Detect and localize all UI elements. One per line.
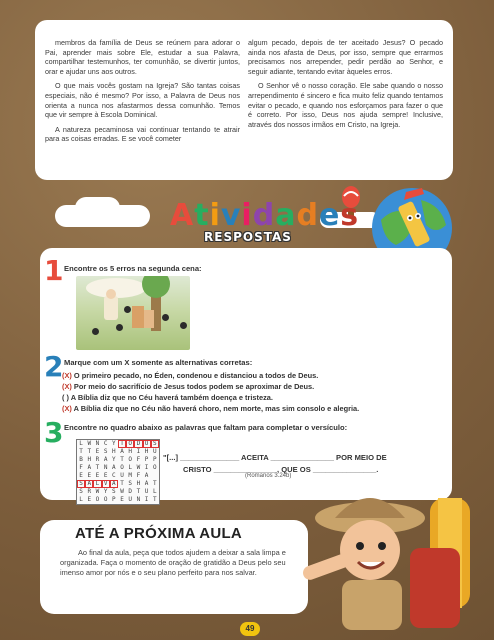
title-letter: s — [340, 198, 360, 233]
grid-cell: H — [144, 448, 149, 455]
title-letter: i — [209, 198, 221, 233]
grid-row — [77, 488, 159, 496]
grid-cell: S — [79, 488, 83, 495]
grid-cell: L — [128, 464, 133, 471]
answer-option — [62, 393, 273, 402]
grid-cell: H — [128, 448, 133, 455]
grid-cell: N — [136, 496, 141, 503]
title-letter: v — [220, 198, 242, 233]
grid-cell: U — [128, 496, 133, 503]
grid-cell: H — [112, 448, 116, 455]
spot-the-difference-image — [76, 276, 190, 350]
text-column-right — [248, 38, 443, 134]
grid-cell: O — [143, 440, 151, 448]
grid-cell: O — [103, 496, 108, 503]
question-text: Marque com um X somente as alternativas corretas: — [64, 358, 253, 367]
grid-cell: W — [95, 488, 100, 495]
grid-cell: C — [112, 472, 116, 479]
cloud-decoration — [75, 197, 120, 219]
grid-cell: W — [87, 440, 92, 447]
grid-cell: P — [144, 456, 149, 463]
answer-option — [62, 371, 318, 380]
option-mark: (X) — [62, 382, 72, 391]
grid-cell: S — [151, 440, 159, 448]
word-search-grid — [76, 439, 160, 505]
answer-option — [62, 404, 359, 413]
grid-cell: T — [79, 448, 83, 455]
grid-cell: D — [134, 440, 142, 448]
title-letter: A — [170, 198, 195, 233]
grid-cell: P — [112, 496, 116, 503]
grid-row — [77, 480, 159, 488]
title-letter: i — [241, 198, 253, 233]
grid-cell: H — [136, 480, 141, 487]
grid-cell: U — [152, 448, 157, 455]
grid-cell: B — [79, 456, 83, 463]
grid-cell: O — [128, 456, 133, 463]
option-text: A Bíblia diz que no Céu não haverá choro, nem morte, mas sim consolo e alegria. — [73, 404, 360, 413]
grid-cell: E — [87, 472, 92, 479]
verse-line: "[...] ______________ ACEITA _______________ POR MEIO DE — [163, 453, 387, 462]
grid-cell: P — [152, 456, 157, 463]
grid-cell: E — [95, 448, 100, 455]
grid-cell: T — [152, 480, 157, 487]
question-text: Encontre os 5 erros na segunda cena: — [64, 264, 202, 273]
grid-cell: F — [136, 456, 141, 463]
grid-cell: V — [102, 480, 110, 488]
difference-marker — [180, 322, 187, 329]
paragraph: A natureza pecaminosa vai continuar tentando te atrair para as coisas erradas. E se você cometer — [45, 124, 240, 144]
grid-cell: R — [87, 488, 92, 495]
scene-illustration — [76, 276, 190, 350]
grid-cell: A — [144, 480, 149, 487]
grid-cell: F — [136, 472, 141, 479]
grid-cell: I — [144, 464, 149, 471]
grid-row — [77, 456, 159, 464]
answer-option — [62, 382, 314, 391]
grid-cell: R — [95, 456, 100, 463]
grid-cell: L — [79, 440, 83, 447]
grid-cell: T — [136, 488, 141, 495]
grid-cell: W — [120, 488, 124, 495]
grid-cell: U — [144, 488, 149, 495]
grid-row — [77, 440, 159, 448]
verse-reference: (Romanos 3.24b) — [245, 473, 292, 479]
grid-cell: S — [128, 480, 133, 487]
title-letter: d — [296, 198, 319, 233]
grid-cell: S — [77, 480, 85, 488]
grid-cell: T — [95, 464, 100, 471]
grid-cell: L — [79, 496, 83, 503]
difference-marker — [162, 314, 169, 321]
grid-cell: O — [126, 440, 134, 448]
reading-text-card — [35, 20, 453, 180]
option-text: A Bíblia diz que no Céu haverá também doença e tristeza. — [70, 393, 273, 402]
title-letter: e — [318, 198, 341, 233]
grid-row — [77, 448, 159, 456]
paragraph: O Senhor vê o nosso coração. Ele sabe quando o nosso arrependimento é sincero e fica muito feliz quando tentamos evitar o pecado, e quando nos esforçamos para fazer o que é correto. Por isso, Deus nos ajuda sempre! Inclusive, através dos nossos irmãos em Cristo, na Igreja. — [248, 81, 443, 129]
grid-cell: T — [118, 440, 126, 448]
grid-cell: W — [136, 464, 141, 471]
grid-cell: L — [93, 480, 101, 488]
grid-cell: N — [95, 440, 100, 447]
option-mark: ( ) — [62, 393, 69, 402]
grid-cell: T — [120, 480, 124, 487]
closing-title: ATÉ A PRÓXIMA AULA — [75, 525, 243, 542]
difference-marker — [92, 328, 99, 335]
grid-cell: N — [103, 464, 108, 471]
option-mark: (X) — [62, 371, 72, 380]
title-letter: d — [252, 198, 276, 233]
grid-row — [77, 472, 159, 480]
paragraph: algum pecado, depois de ter aceitado Jesus? O pecado ainda nos afasta de Deus, por isso, sempre que errarmos precisamos nos arrepender, pedir perdão ao Senhor, e seguir adiante, tentando evitar àqueles erros. — [248, 38, 443, 76]
option-mark: (X) — [62, 404, 72, 413]
paragraph: O que mais vocês gostam na Igreja? São tantas coisas especiais, não é mesmo? Por isso, a Palavra de Deus nos orienta a nunca nos afastarmos dessa comunhão. Temos que vir sempre à Escola Dominical. — [45, 81, 240, 120]
text-column-left — [45, 38, 240, 149]
question-number: 2 — [44, 350, 64, 383]
grid-cell: A — [144, 472, 149, 479]
grid-cell: H — [87, 456, 92, 463]
grid-cell: E — [103, 472, 108, 479]
grid-cell: A — [110, 480, 118, 488]
grid-cell: T — [87, 448, 92, 455]
grid-cell: Y — [112, 456, 116, 463]
grid-cell: A — [85, 480, 93, 488]
grid-cell: O — [95, 496, 100, 503]
question-number: 1 — [44, 254, 64, 287]
page-number: 49 — [240, 622, 260, 636]
grid-cell: E — [120, 496, 124, 503]
grid-cell: D — [128, 488, 133, 495]
grid-cell: I — [136, 448, 141, 455]
grid-cell: C — [103, 440, 108, 447]
grid-cell: T — [152, 496, 157, 503]
grid-cell: E — [79, 472, 83, 479]
grid-cell: O — [152, 464, 157, 471]
grid-cell: O — [120, 464, 124, 471]
paragraph: membros da família de Deus se reúnem para adorar o Pai, aprender mais sobre Ele, estudar a sua Palavra, compartilhar testemunhos, ter comunhão, se divertir juntos, orar e ajudar uns aos outros. — [45, 38, 240, 76]
option-text: O primeiro pecado, no Éden, condenou e distanciou a todos de Deus. — [73, 371, 319, 380]
grid-cell: M — [128, 472, 133, 479]
difference-marker — [116, 324, 123, 331]
closing-text: Ao final da aula, peça que todos ajudem a deixar a sala limpa e organizada. Faça o momento de oração de gratidão a Deus pelo seu imenso amor por nós e o seu plano perfeito para nos salvar. — [60, 548, 286, 577]
activities-title — [170, 198, 359, 233]
grid-row — [77, 464, 159, 472]
grid-cell: S — [112, 488, 116, 495]
grid-cell: E — [95, 472, 100, 479]
grid-cell: Y — [103, 488, 108, 495]
difference-marker — [124, 306, 131, 313]
explorer-kid-illustration — [300, 488, 490, 638]
grid-cell: E — [87, 496, 92, 503]
grid-cell: A — [120, 448, 124, 455]
question-number: 3 — [44, 416, 64, 449]
title-letter: t — [194, 198, 210, 233]
option-text: Por meio do sacrifício de Jesus todos podem se aproximar de Deus. — [73, 382, 315, 391]
grid-cell: I — [144, 496, 149, 503]
grid-cell: S — [103, 448, 108, 455]
grid-cell: A — [112, 464, 116, 471]
grid-row — [77, 496, 159, 504]
grid-cell: U — [120, 472, 124, 479]
grid-cell: Y — [112, 440, 116, 447]
grid-cell: L — [152, 488, 157, 495]
question-text: Encontre no quadro abaixo as palavras que faltam para completar o versículo: — [64, 423, 348, 432]
grid-cell: A — [87, 464, 92, 471]
verse-line: CRISTO _______________, QUE OS _______________. — [183, 465, 379, 474]
title-letter: a — [275, 198, 297, 233]
grid-cell: A — [103, 456, 108, 463]
answers-subtitle: RESPOSTAS — [204, 230, 292, 244]
grid-cell: F — [79, 464, 83, 471]
grid-cell: T — [120, 456, 124, 463]
